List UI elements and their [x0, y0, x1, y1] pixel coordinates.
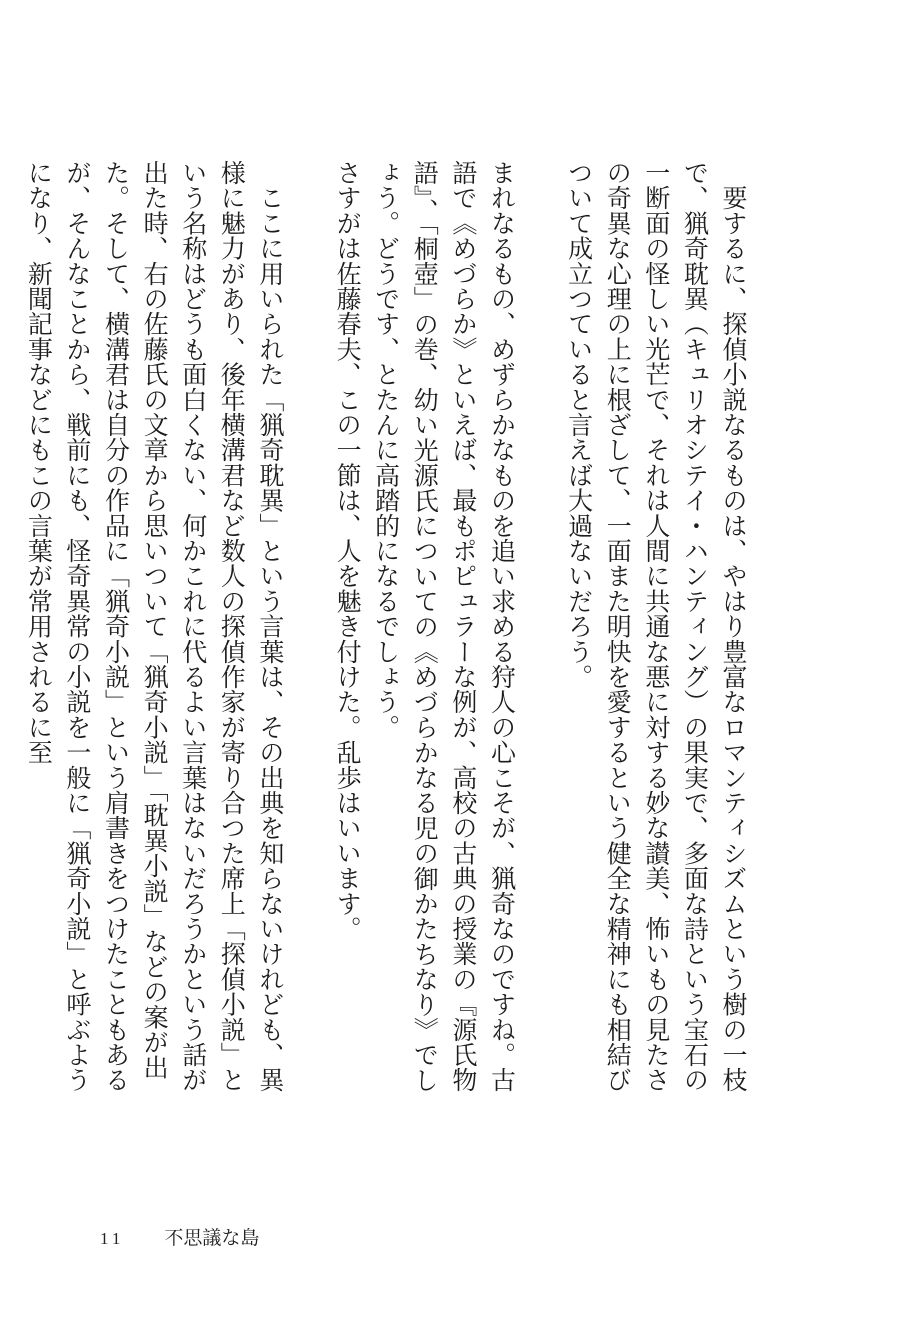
body-paragraph-1: まれなるもの、めずらかなものを追い求める狩人の心こそが、猟奇なのですね。古語で《めづらか》といえば、最もポピュラーな例が、高校の古典の授業の『源氏物語』、「桐壺」の巻、幼い光源氏についての《めづらかなる児の御かたちなり》でしょう。どうです、とたんに高踏的になるでしょう。 — [371, 160, 517, 1093]
blank-line-1 — [520, 160, 559, 1100]
body-paragraph-2: さすがは佐藤春夫、この一節は、人を魅き付けた。乱歩はいいます。 — [333, 160, 363, 942]
page-number: 11 — [100, 1229, 125, 1248]
quote-paragraph-1: 要するに、探偵小説なるものは、やはり豊富なロマンティシズムという樹の一枝で、猟奇耽異（キュリオシテイ・ハンティング）の果実で、多面な詩という宝石の一断面の怪しい光芒で、それは人間に共通な悪に対する妙な讃美、怖いもの見たさの奇異な心理の上に根ざして、一面また明快を愛するという健全な精神にも相結びついて成立つていると言えば大過ないだろう。 — [564, 160, 748, 1093]
blank-line-2 — [289, 160, 328, 1100]
quote-paragraph-2: ここに用いられた「猟奇耽異」という言葉は、その出典を知らないけれども、異様に魅力があり、後年横溝君など数人の探偵作家が寄り合つた席上「探偵小説」という名称はどうも面白くない、何かこれに代るよい言葉はないだろうかという話が出た時、右の佐藤氏の文章から思いついて「猟奇小説」「耽異小説」などの案が出た。そして、横溝君は自分の作品に「猟奇小説」という肩書きをつけたこともあるが、そんなことから、戦前にも、怪奇異常の小説を一般に「猟奇小説」と呼ぶようになり、新聞記事などにもこの言葉が常用されるに至 — [24, 160, 285, 1093]
vertical-text-body — [19, 160, 752, 1100]
running-title: 不思議な島 — [164, 1228, 260, 1249]
page-footer — [100, 1223, 259, 1250]
